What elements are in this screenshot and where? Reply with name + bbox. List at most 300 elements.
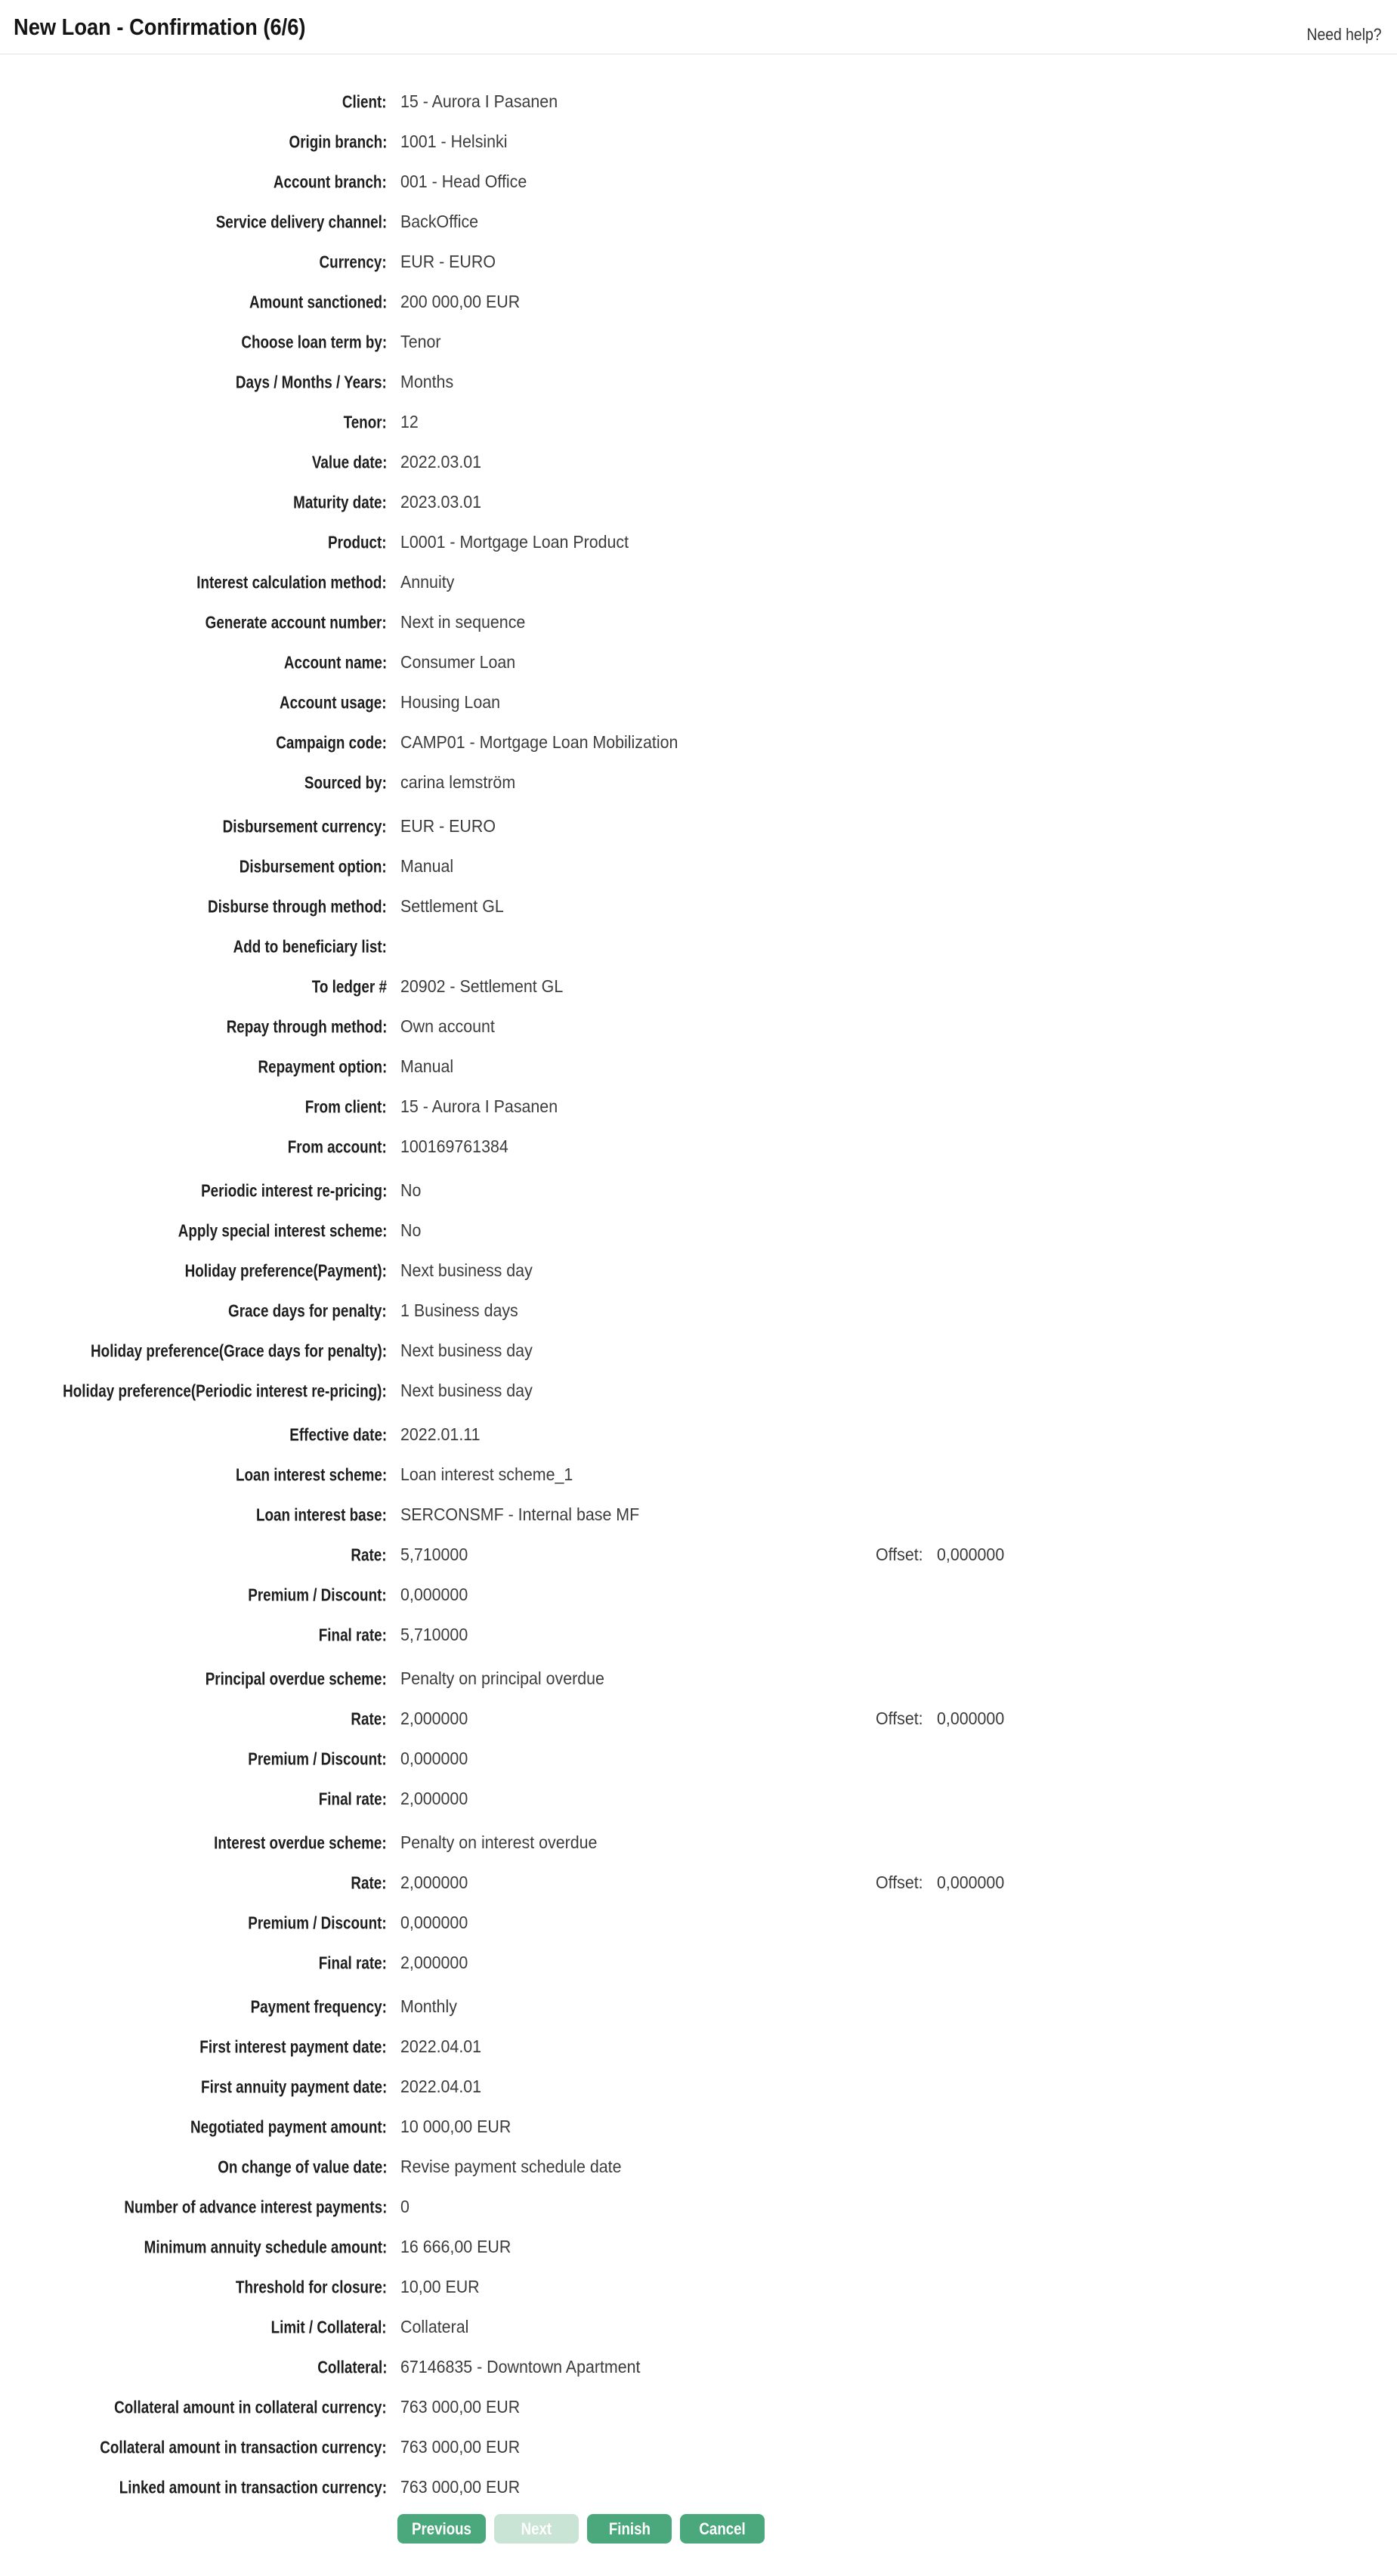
form-row <box>0 362 1397 402</box>
field-value: 2023.03.01 <box>400 492 482 512</box>
form-row <box>0 2387 1397 2427</box>
offset-label: Offset: <box>876 1545 923 1564</box>
field-value-cell <box>400 332 444 352</box>
form-row <box>0 2027 1397 2067</box>
field-label: Repay through method: <box>226 1016 387 1036</box>
field-label-cell <box>0 642 387 682</box>
form-row <box>0 1415 1397 1455</box>
field-label-cell <box>0 2067 387 2107</box>
field-value: 2,000000 <box>400 1789 468 1808</box>
field-value: Manual <box>400 1056 454 1076</box>
form-row <box>0 202 1397 242</box>
field-label: From client: <box>305 1096 387 1116</box>
field-value: 5,710000 <box>400 1545 468 1564</box>
field-label-cell <box>0 682 387 722</box>
field-label: On change of value date: <box>217 2157 387 2176</box>
form-row <box>0 322 1397 362</box>
field-value-cell <box>400 1789 473 1809</box>
form-row <box>0 886 1397 926</box>
form-row <box>0 1699 1397 1739</box>
field-label-cell <box>0 1575 387 1615</box>
field-label: Collateral amount in collateral currency: <box>114 2397 387 2417</box>
field-label-cell <box>0 1251 387 1291</box>
field-label: Premium / Discount: <box>248 1749 387 1768</box>
field-value-cell <box>400 1424 486 1445</box>
field-value-cell <box>400 1545 473 1565</box>
field-label-cell <box>0 1823 387 1863</box>
field-value: Tenor <box>400 332 441 351</box>
field-value: Next in sequence <box>400 612 526 632</box>
form-row <box>0 402 1397 442</box>
form-row <box>0 2067 1397 2107</box>
field-label-cell <box>0 2227 387 2267</box>
field-label-cell <box>0 282 387 322</box>
field-value: 2,000000 <box>400 1953 468 1972</box>
form-row <box>0 1943 1397 1983</box>
field-label: Final rate: <box>318 1625 387 1644</box>
field-label: Disbursement currency: <box>223 816 387 836</box>
field-label-cell <box>0 1331 387 1371</box>
field-label-cell <box>0 926 387 966</box>
field-value-cell <box>400 372 457 392</box>
field-value-cell <box>400 91 570 112</box>
field-label: Account usage: <box>280 692 387 712</box>
field-value-cell <box>400 1953 473 1973</box>
field-value-cell <box>400 1180 422 1201</box>
page-header <box>0 0 1397 54</box>
field-value-cell <box>400 532 646 552</box>
form-row <box>0 1615 1397 1655</box>
field-value: BackOffice <box>400 212 479 231</box>
field-value-cell <box>400 1585 473 1605</box>
offset-value: 0,000000 <box>937 1872 1005 1892</box>
field-label-cell <box>0 322 387 362</box>
field-value-cell <box>400 2357 658 2377</box>
field-value-cell <box>400 1504 657 1525</box>
field-value: Months <box>400 372 454 391</box>
field-label: Account name: <box>283 652 387 672</box>
field-value-cell <box>400 1056 457 1077</box>
field-label-cell <box>0 2427 387 2467</box>
form-row <box>0 602 1397 642</box>
field-value: 2,000000 <box>400 1872 468 1892</box>
form-row <box>0 2427 1397 2467</box>
field-label-cell <box>0 1659 387 1699</box>
field-label: Value date: <box>311 452 387 472</box>
field-label: Add to beneficiary list: <box>233 936 387 956</box>
form-row <box>0 2227 1397 2267</box>
field-label-cell <box>0 82 387 122</box>
field-label-cell <box>0 1291 387 1331</box>
offset-value: 0,000000 <box>937 1709 1005 1728</box>
field-value: 100169761384 <box>400 1136 508 1156</box>
field-label: Principal overdue scheme: <box>205 1668 387 1688</box>
field-value: 10 000,00 EUR <box>400 2117 512 2136</box>
form-row <box>0 1495 1397 1535</box>
field-label-cell <box>0 1615 387 1655</box>
field-value-cell <box>400 2317 474 2337</box>
field-value: Consumer Loan <box>400 652 516 672</box>
field-value-cell <box>400 2077 487 2097</box>
form-row <box>0 82 1397 122</box>
field-label-cell <box>0 1170 387 1211</box>
field-value-cell <box>400 492 487 512</box>
field-value-cell <box>400 1136 517 1157</box>
field-value: 5,710000 <box>400 1625 468 1644</box>
form-row <box>0 1823 1397 1863</box>
field-value-cell <box>400 2237 519 2257</box>
field-label-cell <box>0 846 387 886</box>
field-value: 763 000,00 EUR <box>400 2477 521 2497</box>
field-value-cell <box>400 2197 410 2217</box>
form-row <box>0 1047 1397 1087</box>
form-row <box>0 1127 1397 1167</box>
field-value-cell <box>400 1749 473 1769</box>
form-row <box>0 1087 1397 1127</box>
field-label-cell <box>0 362 387 402</box>
form-row <box>0 522 1397 562</box>
field-label: Effective date: <box>289 1424 387 1444</box>
form-row <box>0 1987 1397 2027</box>
field-value-cell <box>400 2277 486 2297</box>
field-label: Negotiated payment amount: <box>190 2117 387 2136</box>
field-value: 0,000000 <box>400 1913 468 1932</box>
field-value: Revise payment schedule date <box>400 2157 622 2176</box>
form-row <box>0 926 1397 966</box>
offset-field <box>876 1535 1009 1575</box>
field-label-cell <box>0 482 387 522</box>
field-value: Next business day <box>400 1341 533 1360</box>
field-value-cell <box>400 2036 487 2057</box>
field-value-cell <box>400 1709 473 1729</box>
field-value-cell <box>400 172 536 192</box>
field-label-cell <box>0 1903 387 1943</box>
previous-button[interactable]: Previous <box>397 2514 486 2544</box>
field-label: Disburse through method: <box>208 896 387 916</box>
field-value-cell <box>400 572 459 592</box>
form-row <box>0 1170 1397 1211</box>
field-value: 2022.03.01 <box>400 452 482 472</box>
field-label-cell <box>0 722 387 762</box>
field-value: Next business day <box>400 1381 533 1400</box>
field-value: 763 000,00 EUR <box>400 2397 521 2417</box>
field-value-cell <box>400 1260 542 1281</box>
form-row <box>0 1455 1397 1495</box>
field-value: Penalty on principal overdue <box>400 1668 604 1688</box>
form-row <box>0 762 1397 802</box>
field-label-cell <box>0 2467 387 2507</box>
field-value: Annuity <box>400 572 455 592</box>
field-label-cell <box>0 562 387 602</box>
form-row <box>0 2347 1397 2387</box>
field-label: Loan interest base: <box>256 1504 387 1524</box>
field-value: No <box>400 1220 422 1240</box>
form-row <box>0 1251 1397 1291</box>
field-value: 200 000,00 EUR <box>400 292 521 311</box>
field-label: Origin branch: <box>289 131 387 151</box>
field-label-cell <box>0 522 387 562</box>
form-row <box>0 1659 1397 1699</box>
field-value-cell <box>400 612 535 632</box>
field-label: Campaign code: <box>276 732 387 752</box>
form-row <box>0 2467 1397 2507</box>
confirmation-form <box>0 54 1397 2507</box>
field-value-cell <box>400 896 512 917</box>
field-label: From account: <box>288 1136 387 1156</box>
field-label-cell <box>0 1987 387 2027</box>
field-value: 12 <box>400 412 419 431</box>
field-value-cell <box>400 2117 519 2137</box>
field-label: Holiday preference(Periodic interest re-pricing): <box>63 1381 387 1400</box>
field-label: Amount sanctioned: <box>249 292 387 311</box>
field-label: Holiday preference(Grace days for penalty): <box>90 1341 387 1360</box>
field-value: 763 000,00 EUR <box>400 2437 521 2457</box>
field-value-cell <box>400 1016 502 1037</box>
field-value: 001 - Head Office <box>400 172 527 191</box>
field-label-cell <box>0 602 387 642</box>
field-label: Service delivery channel: <box>215 212 387 231</box>
field-label-cell <box>0 1047 387 1087</box>
field-label-cell <box>0 2387 387 2427</box>
form-row <box>0 482 1397 522</box>
offset-value: 0,000000 <box>937 1545 1005 1564</box>
field-label-cell <box>0 242 387 282</box>
field-label: Interest calculation method: <box>196 572 387 592</box>
field-label: First interest payment date: <box>199 2036 387 2056</box>
page-title: New Loan - Confirmation (6/6) <box>14 13 306 40</box>
form-row <box>0 2307 1397 2347</box>
field-label: Apply special interest scheme: <box>178 1220 387 1240</box>
form-row <box>0 1291 1397 1331</box>
form-row <box>0 2187 1397 2227</box>
field-value: Loan interest scheme_1 <box>400 1464 573 1484</box>
field-label: Linked amount in transaction currency: <box>119 2477 387 2497</box>
field-label: Repayment option: <box>258 1056 387 1076</box>
field-value: 2022.04.01 <box>400 2077 482 2096</box>
field-value-cell <box>400 1464 586 1485</box>
field-label: Premium / Discount: <box>248 1913 387 1932</box>
form-row <box>0 2107 1397 2147</box>
offset-field <box>876 1863 1009 1903</box>
field-label-cell <box>0 2027 387 2067</box>
field-value-cell <box>400 2437 529 2457</box>
field-label: To ledger # <box>311 976 387 996</box>
field-label-cell <box>0 762 387 802</box>
field-label: Loan interest scheme: <box>235 1464 387 1484</box>
field-label-cell <box>0 1779 387 1819</box>
field-label: Periodic interest re-pricing: <box>200 1180 387 1200</box>
form-row <box>0 442 1397 482</box>
form-row <box>0 122 1397 162</box>
field-value-cell <box>400 816 502 837</box>
field-value-cell <box>400 772 524 793</box>
field-label-cell <box>0 1127 387 1167</box>
form-row <box>0 2147 1397 2187</box>
field-value: 0,000000 <box>400 1585 468 1604</box>
form-row <box>0 1331 1397 1371</box>
cancel-button[interactable]: Cancel <box>680 2514 765 2544</box>
form-row <box>0 1739 1397 1779</box>
field-label: Rate: <box>351 1545 387 1564</box>
form-row <box>0 1211 1397 1251</box>
form-row <box>0 722 1397 762</box>
form-row <box>0 1575 1397 1615</box>
field-label-cell <box>0 1863 387 1903</box>
form-row <box>0 1903 1397 1943</box>
field-value: 15 - Aurora I Pasanen <box>400 1096 558 1116</box>
field-value-cell <box>400 856 457 877</box>
field-value: 16 666,00 EUR <box>400 2237 512 2256</box>
field-value-cell <box>400 1832 612 1853</box>
field-label-cell <box>0 1455 387 1495</box>
field-label-cell <box>0 806 387 846</box>
field-value: Collateral <box>400 2317 469 2336</box>
field-label: Client: <box>342 91 387 111</box>
form-row <box>0 1535 1397 1575</box>
field-label: Maturity date: <box>293 492 387 512</box>
field-label-cell <box>0 2187 387 2227</box>
field-label: First annuity payment date: <box>200 2077 387 2096</box>
form-row <box>0 1779 1397 1819</box>
field-value-cell <box>400 452 487 472</box>
field-value: L0001 - Mortgage Loan Product <box>400 532 629 552</box>
field-value-cell <box>400 2397 529 2417</box>
field-value: 2022.04.01 <box>400 2036 482 2056</box>
field-value: CAMP01 - Mortgage Loan Mobilization <box>400 732 678 752</box>
field-value: 1001 - Helsinki <box>400 131 508 151</box>
form-row <box>0 806 1397 846</box>
field-label-cell <box>0 886 387 926</box>
form-row <box>0 846 1397 886</box>
field-label: Collateral amount in transaction currency: <box>100 2437 387 2457</box>
field-label: Limit / Collateral: <box>270 2317 387 2336</box>
field-label: Premium / Discount: <box>248 1585 387 1604</box>
field-label-cell <box>0 2147 387 2187</box>
form-row <box>0 562 1397 602</box>
field-value: Settlement GL <box>400 896 504 916</box>
field-label: Tenor: <box>343 412 387 431</box>
need-help-link[interactable]: Need help? <box>1306 25 1382 44</box>
form-row <box>0 1371 1397 1411</box>
field-value: Monthly <box>400 1996 457 2016</box>
form-row <box>0 282 1397 322</box>
field-label: Product: <box>328 532 387 552</box>
field-label: Holiday preference(Payment): <box>184 1260 387 1280</box>
field-value: Own account <box>400 1016 495 1036</box>
offset-label: Offset: <box>876 1709 923 1728</box>
form-row <box>0 242 1397 282</box>
field-value-cell <box>400 1300 527 1321</box>
field-label-cell <box>0 162 387 202</box>
field-value: 2,000000 <box>400 1709 468 1728</box>
field-label: Final rate: <box>318 1789 387 1808</box>
field-value-cell <box>400 412 420 432</box>
field-value: Housing Loan <box>400 692 501 712</box>
field-label: Sourced by: <box>304 772 387 792</box>
field-label-cell <box>0 1943 387 1983</box>
field-value-cell <box>400 692 508 713</box>
field-value-cell <box>400 652 524 673</box>
offset-label: Offset: <box>876 1872 923 1892</box>
field-label: Threshold for closure: <box>235 2277 387 2296</box>
field-value: 10,00 EUR <box>400 2277 480 2296</box>
field-label-cell <box>0 1371 387 1411</box>
field-value: 67146835 - Downtown Apartment <box>400 2357 641 2377</box>
field-label-cell <box>0 1495 387 1535</box>
field-value-cell <box>400 1668 620 1689</box>
finish-button[interactable]: Finish <box>587 2514 672 2544</box>
field-value-cell <box>400 1096 570 1117</box>
field-value: 20902 - Settlement GL <box>400 976 564 996</box>
field-label: Final rate: <box>318 1953 387 1972</box>
field-value-cell <box>400 2157 638 2177</box>
field-label-cell <box>0 442 387 482</box>
field-value-cell <box>400 1996 462 2017</box>
form-row <box>0 162 1397 202</box>
next-button[interactable]: Next <box>494 2514 579 2544</box>
field-label: Account branch: <box>274 172 387 191</box>
field-label-cell <box>0 2107 387 2147</box>
field-label-cell <box>0 1739 387 1779</box>
offset-field <box>876 1699 1009 1739</box>
field-value-cell <box>400 976 575 997</box>
field-label: Choose loan term by: <box>241 332 387 351</box>
form-row <box>0 682 1397 722</box>
field-value: Penalty on interest overdue <box>400 1832 598 1852</box>
field-label: Grace days for penalty: <box>228 1300 387 1320</box>
form-row <box>0 966 1397 1007</box>
field-label-cell <box>0 2267 387 2307</box>
field-label-cell <box>0 2307 387 2347</box>
form-row <box>0 1863 1397 1903</box>
field-label-cell <box>0 122 387 162</box>
field-value-cell <box>400 1220 422 1241</box>
field-value: EUR - EURO <box>400 252 496 271</box>
field-value: SERCONSMF - Internal base MF <box>400 1504 640 1524</box>
field-value: 1 Business days <box>400 1300 518 1320</box>
field-value-cell <box>400 2477 529 2497</box>
field-value: 2022.01.11 <box>400 1424 481 1444</box>
field-label: Number of advance interest payments: <box>124 2197 387 2216</box>
field-value-cell <box>400 732 699 753</box>
field-value: EUR - EURO <box>400 816 496 836</box>
field-value-cell <box>400 131 515 152</box>
field-value-cell <box>400 1872 473 1893</box>
field-label-cell <box>0 1415 387 1455</box>
form-row <box>0 642 1397 682</box>
field-label: Generate account number: <box>205 612 387 632</box>
field-label-cell <box>0 1211 387 1251</box>
field-label-cell <box>0 966 387 1007</box>
field-label: Disbursement option: <box>240 856 387 876</box>
field-value-cell <box>400 1625 473 1645</box>
field-label: Currency: <box>319 252 387 271</box>
field-label-cell <box>0 2347 387 2387</box>
field-value-cell <box>400 1381 542 1401</box>
field-label: Payment frequency: <box>250 1996 387 2016</box>
field-value: 0 <box>400 2197 410 2216</box>
field-label: Collateral: <box>317 2357 387 2377</box>
field-label: Days / Months / Years: <box>236 372 387 391</box>
field-label: Minimum annuity schedule amount: <box>144 2237 387 2256</box>
field-value-cell <box>400 252 502 272</box>
field-value: No <box>400 1180 422 1200</box>
field-label-cell <box>0 1007 387 1047</box>
form-row <box>0 2267 1397 2307</box>
field-value: carina lemström <box>400 772 516 792</box>
field-value-cell <box>400 1913 473 1933</box>
field-value-cell <box>400 292 529 312</box>
